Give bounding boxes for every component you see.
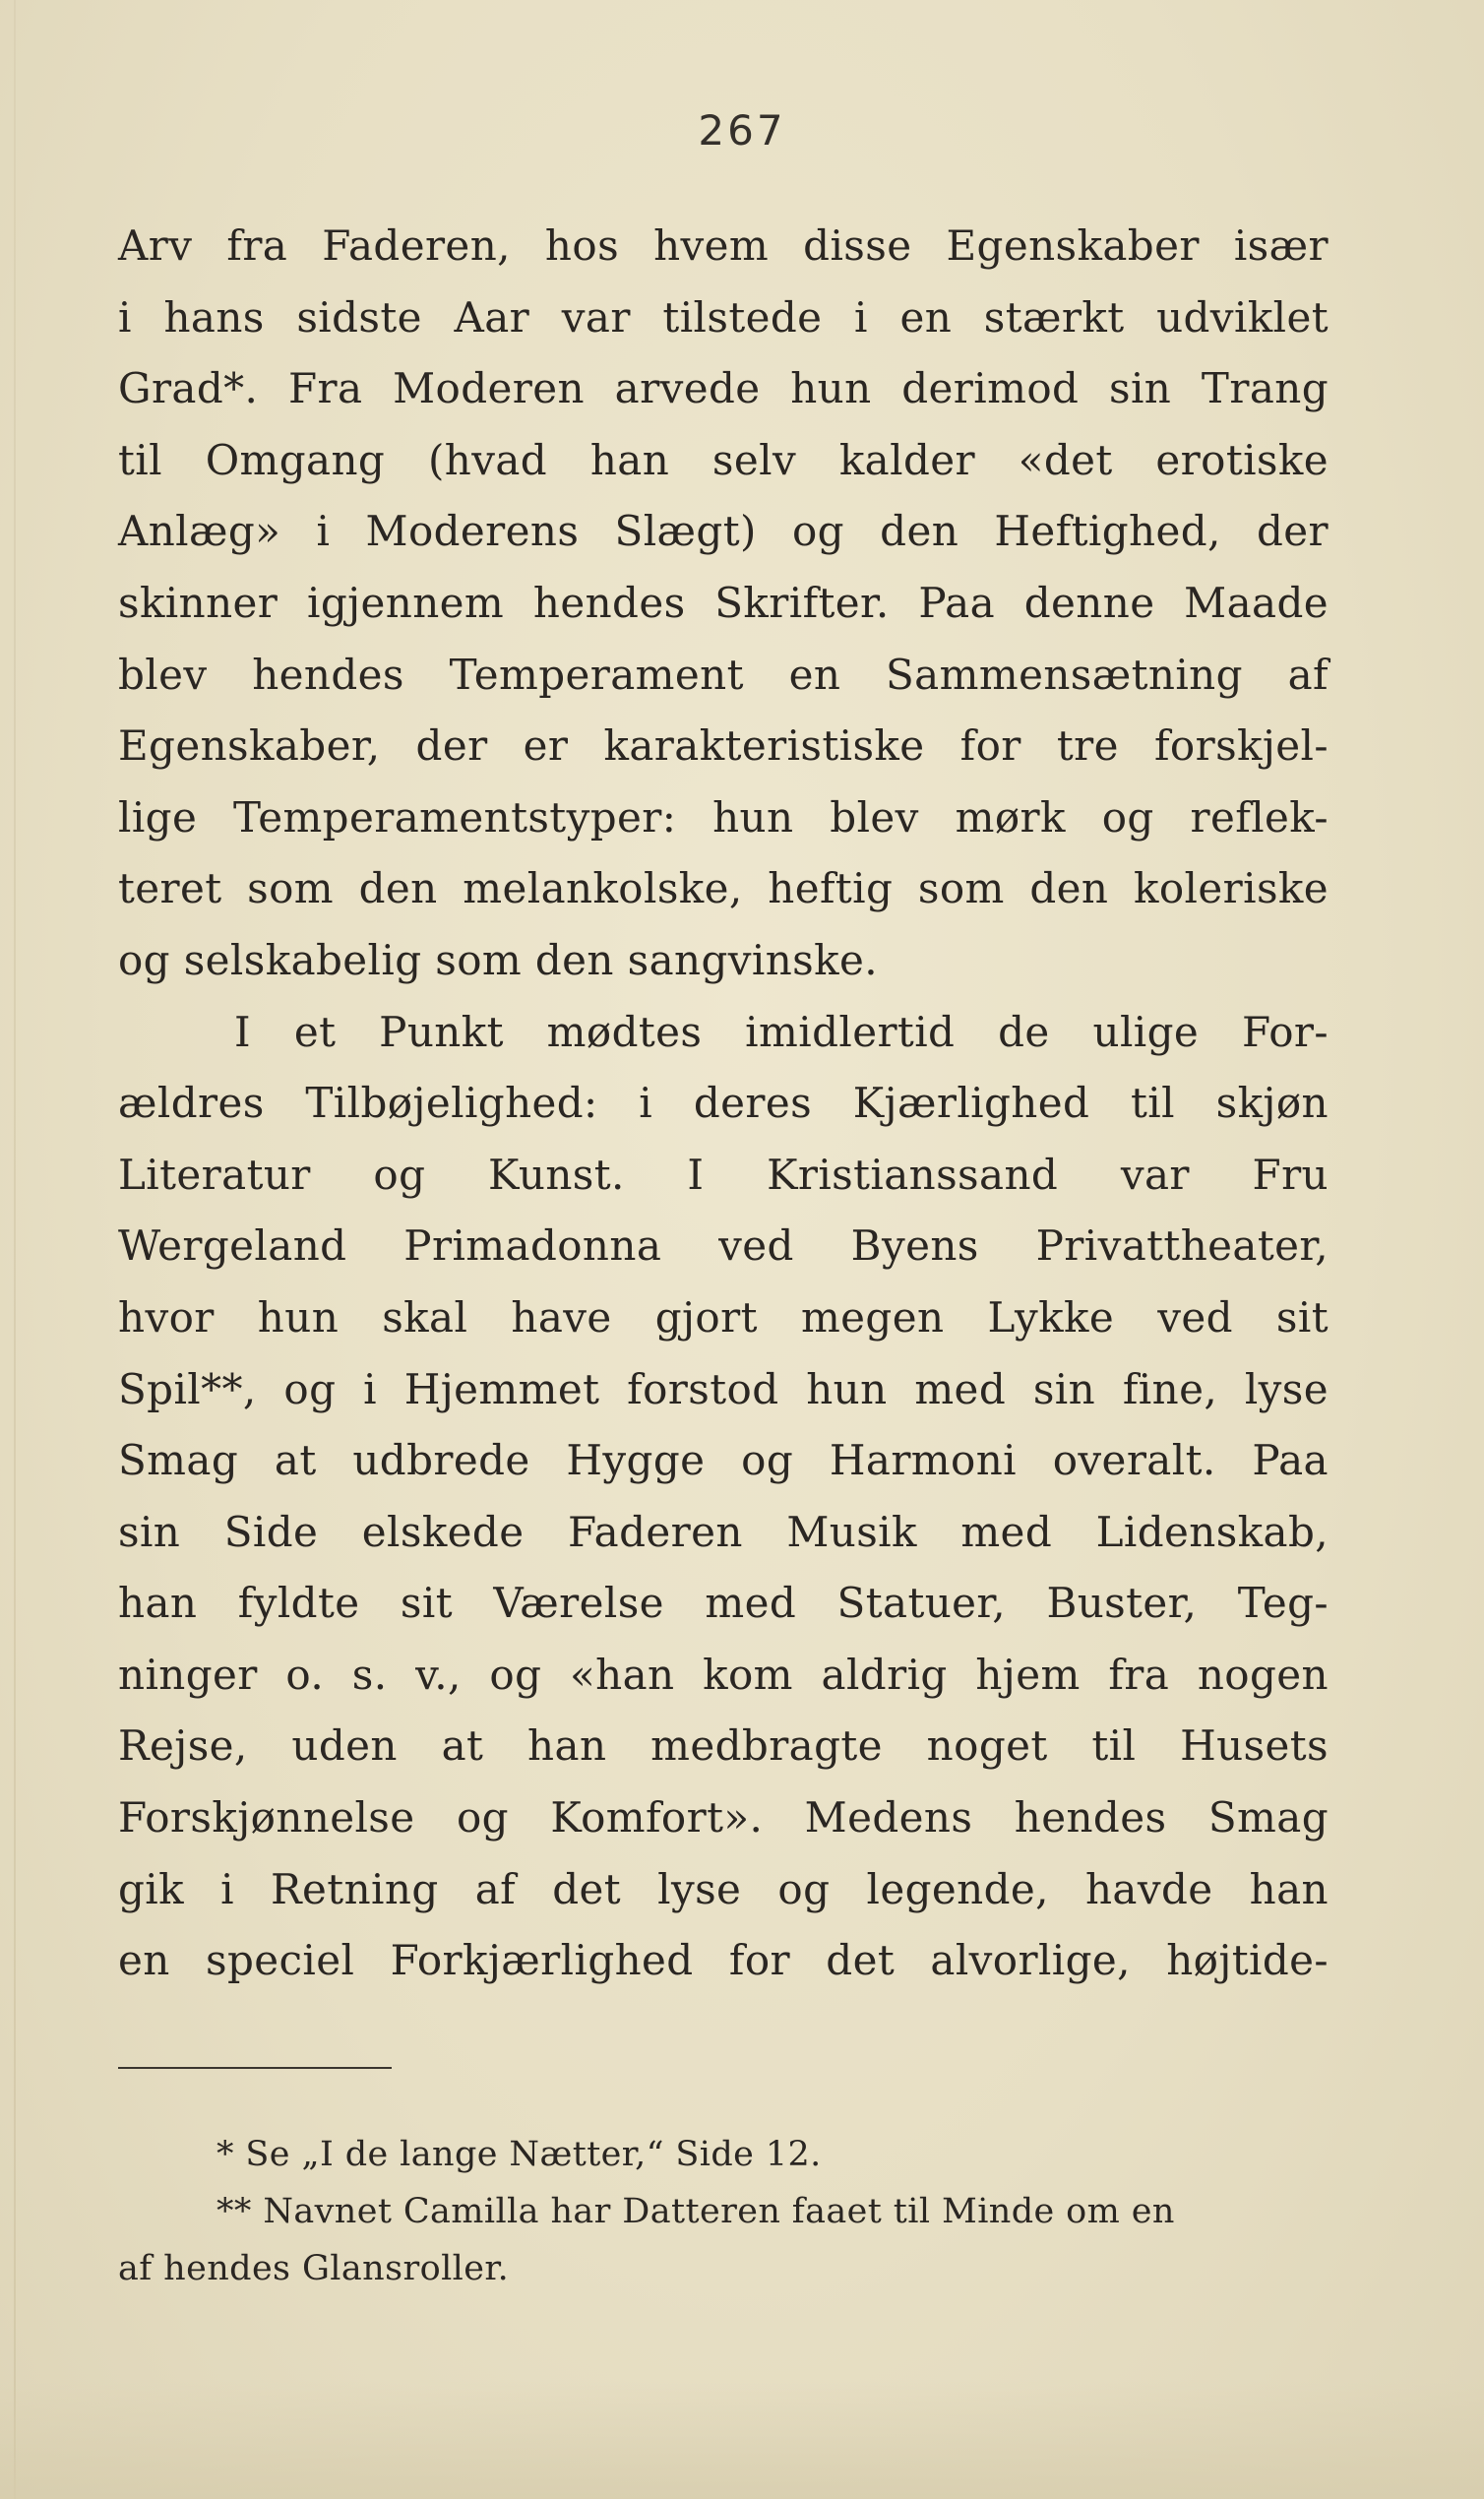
text-line: i hans sidste Aar var tilstede i en stærkt udviklet bbox=[118, 292, 1329, 342]
footnotes bbox=[118, 2126, 1329, 2297]
text-line: Grad*. Fra Moderen arvede hun derimod sin Trang bbox=[118, 364, 1329, 413]
text-line: hvor hun skal have gjort megen Lykke ved sit bbox=[118, 1292, 1329, 1342]
text-line: Rejse, uden at han medbragte noget til Husets bbox=[118, 1721, 1329, 1771]
text-line: Smag at udbrede Hygge og Harmoni overalt. Paa bbox=[118, 1436, 1329, 1485]
footnote-divider bbox=[118, 2067, 392, 2069]
page-bottom-shade bbox=[0, 2381, 1484, 2499]
text-line: ældres Tilbøjelighed: i deres Kjærlighed til skjøn bbox=[118, 1079, 1329, 1128]
text-line: en speciel Forkjærlighed for det alvorlige, højtide- bbox=[118, 1936, 1329, 1985]
text-line: Arv fra Faderen, hos hvem disse Egenskaber især bbox=[118, 221, 1329, 270]
text-line: lige Temperamentstyper: hun blev mørk og reflek- bbox=[118, 792, 1329, 842]
text-line: Anlæg» i Moderens Slægt) og den Heftighed, der bbox=[118, 507, 1329, 556]
text-line: ninger o. s. v., og «han kom aldrig hjem fra nogen bbox=[118, 1650, 1329, 1699]
text-line: Forskjønnelse og Komfort». Medens hendes Smag bbox=[118, 1793, 1329, 1843]
text-line: til Omgang (hvad han selv kalder «det erotiske bbox=[118, 435, 1329, 484]
footnote-1: * Se „I de lange Nætter,“ Side 12. bbox=[216, 2135, 822, 2174]
text-line: skinner igjennem hendes Skrifter. Paa denne Maade bbox=[118, 578, 1329, 627]
footnote-2: ** Navnet Camilla har Datteren faaet til Minde om en bbox=[216, 2192, 1175, 2231]
text-line: Literatur og Kunst. I Kristianssand var Fru bbox=[118, 1150, 1329, 1199]
text-line: han fyldte sit Værelse med Statuer, Buster, Teg- bbox=[118, 1579, 1329, 1628]
text-line: sin Side elskede Faderen Musik med Lidenskab, bbox=[118, 1507, 1329, 1556]
text-line: Egenskaber, der er karakteristiske for tre forskjel- bbox=[118, 721, 1329, 771]
text-line: blev hendes Temperament en Sammensætning af bbox=[118, 650, 1329, 699]
text-line: teret som den melankolske, heftig som den koleriske bbox=[118, 864, 1329, 913]
text-line: Wergeland Primadonna ved Byens Privattheater, bbox=[118, 1221, 1329, 1271]
text-line: Spil**, og i Hjemmet forstod hun med sin fine, lyse bbox=[118, 1364, 1329, 1413]
body-text bbox=[118, 211, 1329, 1997]
footnote-2-continued: af hendes Glansroller. bbox=[118, 2249, 510, 2288]
text-line: I et Punkt mødtes imidlertid de ulige For- bbox=[234, 1007, 1329, 1056]
text-line: gik i Retning af det lyse og legende, havde han bbox=[118, 1864, 1329, 1913]
page-edge bbox=[14, 0, 16, 2499]
text-line: og selskabelig som den sangvinske. bbox=[118, 935, 878, 984]
page-number: 267 bbox=[698, 106, 786, 155]
